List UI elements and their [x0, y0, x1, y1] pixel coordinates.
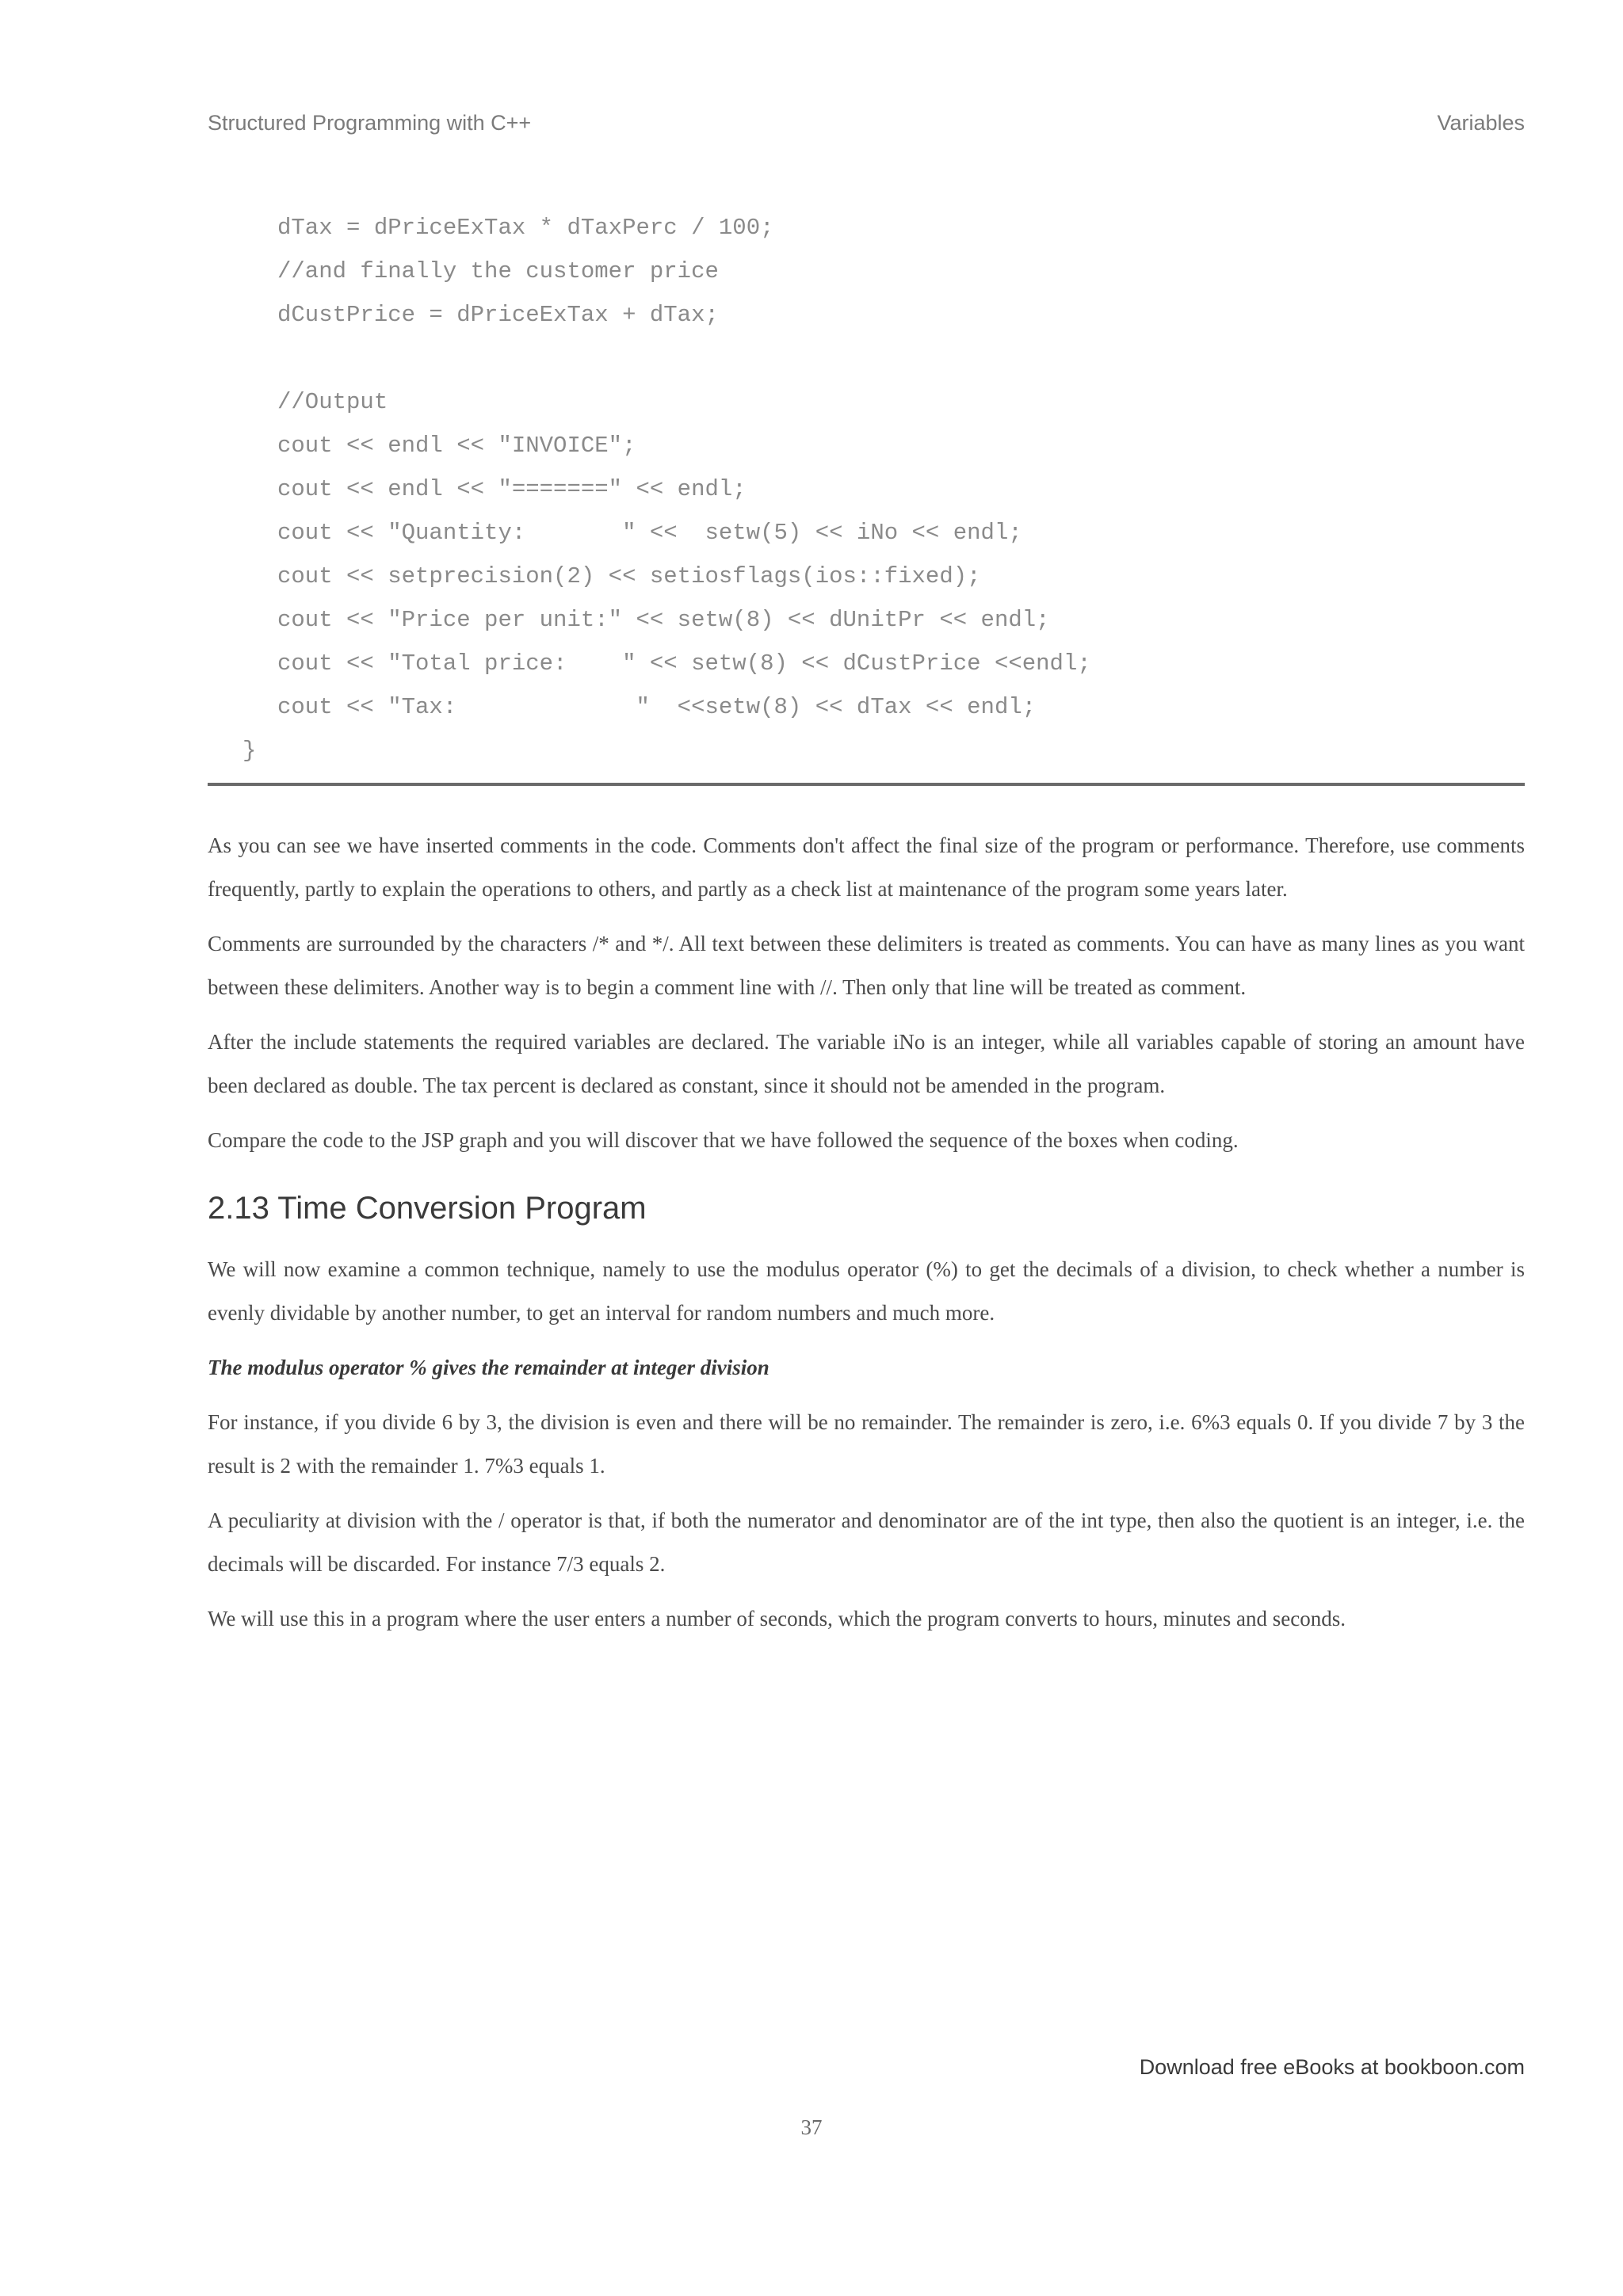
code-line: cout << "Price per unit:" << setw(8) << dUnitPr << endl; [277, 607, 1050, 633]
code-line: cout << "Quantity: " << setw(5) << iNo << endl; [277, 520, 1022, 546]
book-title: Structured Programming with C++ [208, 111, 532, 135]
body-text [208, 824, 1525, 1652]
chapter-title: Variables [1437, 111, 1525, 135]
emphasis-statement: The modulus operator % gives the remainder at integer division [208, 1356, 769, 1379]
code-line: cout << endl << "INVOICE"; [277, 433, 636, 459]
paragraph: We will use this in a program where the user enters a number of seconds, which the program converts to hours, minutes and seconds. [208, 1607, 1346, 1630]
code-line: cout << endl << "=======" << endl; [277, 476, 747, 502]
section-intro: We will now examine a common technique, namely to use the modulus operator (%) to get the decimals of a division, to check whether a number is evenly dividable by another number, to get an interval for random numbers and much more. [208, 1257, 1525, 1325]
section-divider [208, 783, 1525, 786]
code-listing [208, 206, 1525, 772]
section-heading: 2.13 Time Conversion Program [208, 1191, 647, 1226]
code-line: cout << "Tax: " <<setw(8) << dTax << endl; [277, 694, 1037, 720]
paragraph: For instance, if you divide 6 by 3, the division is even and there will be no remainder. The remainder is zero, i.e. 6%3 equals 0. If you divide 7 by 3 the result is 2 with the remainder 1. 7%3 equals 1. [208, 1410, 1525, 1478]
paragraph: A peculiarity at division with the / operator is that, if both the numerator and denominator are of the int type, then also the quotient is an integer, i.e. the decimals will be discarded. For instance 7/3 equals 2. [208, 1508, 1525, 1576]
page-number: 37 [800, 2115, 823, 2139]
code-closing-brace: } [242, 738, 257, 764]
code-line: //Output [277, 389, 388, 415]
code-line [208, 337, 1525, 380]
paragraph: After the include statements the required variables are declared. The variable iNo is an integer, while all variables capable of storing an amount have been declared as double. The tax percent is declared as constant, since it should not be amended in the program. [208, 1030, 1525, 1097]
paragraph: As you can see we have inserted comments in the code. Comments don't affect the final size of the program or performance. Therefore, use comments frequently, partly to explain the operations to others, and partly as a check list at maintenance of the program some years later. [208, 833, 1525, 901]
paragraph: Compare the code to the JSP graph and you will discover that we have followed the sequence of the boxes when coding. [208, 1128, 1239, 1152]
code-line: dTax = dPriceExTax * dTaxPerc / 100; [277, 215, 774, 241]
paragraph: Comments are surrounded by the characters /* and */. All text between these delimiters is treated as comments. You can have as many lines as you want between these delimiters. Another way is to begin a comment line with //. Then only that line will be treated as comment. [208, 932, 1525, 999]
code-line: //and finally the customer price [277, 258, 719, 284]
running-header [208, 111, 1525, 135]
code-line: dCustPrice = dPriceExTax + dTax; [277, 302, 719, 328]
code-line: cout << "Total price: " << setw(8) << dCustPrice <<endl; [277, 650, 1091, 677]
download-ebooks-link[interactable]: Download free eBooks at bookboon.com [1139, 2055, 1525, 2079]
code-line: cout << setprecision(2) << setiosflags(ios::fixed); [277, 563, 981, 589]
